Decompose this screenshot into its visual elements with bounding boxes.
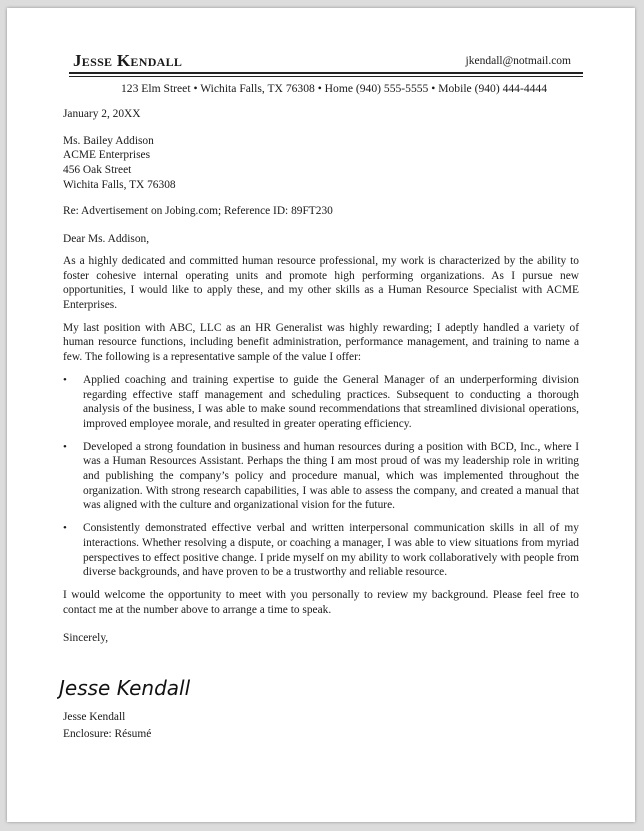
enclosure-line: Enclosure: Résumé [63, 728, 152, 740]
list-item: • Consistently demonstrated effective verbal and written interpersonal communication skills in all of my interactions. Whether resolving a dispute, or coaching a manager, I was able to view situations from myriad perspectives to effect positive change. I pride myself on my ability to work collaboratively with people from diverse backgrounds, and have proven to be a trustworthy and reliable resource. [63, 521, 579, 580]
list-item: • Developed a strong foundation in business and human resources during a position with BCD, Inc., where I was a Human Resources Assistant. Perhaps the thing I am most proud of was my leadership role in writing and publishing the company’s policy and procedure manual, which was implemented throughout the organization. With strong research capabilities, I was able to assess the company, and created a manual that was aligned with the culture and organizational vision for the future. [63, 440, 579, 514]
sender-name: Jesse Kendall [73, 51, 183, 70]
recipient-street: 456 Oak Street [63, 164, 132, 177]
header-rule-thin [69, 76, 583, 77]
paragraph-closing: I would welcome the opportunity to meet with you personally to review my background. Please feel free to contact me at the number above to arrange a time to speak. [63, 588, 579, 616]
signature-glyphs: Jesse Kendall [59, 676, 191, 700]
header-rule-thick [69, 72, 583, 74]
recipient-name: Ms. Bailey Addison [63, 134, 154, 147]
achievement-list [63, 373, 579, 580]
list-item: • Applied coaching and training expertise to guide the General Manager of an underperforming division regarding effective staff management and scheduling practices. Subsequent to conducting a thorough analysis of the business, I was able to make sound recommendations that streamlined divisional operations, improved employee morale, and resulted in greater operating efficiency. [63, 373, 579, 432]
sign-off: Sincerely, [63, 632, 109, 645]
salutation: Dear Ms. Addison, [63, 233, 150, 246]
paragraph-intro: As a highly dedicated and committed human resource professional, my work is characterized by the ability to foster cohesive internal operating units and promote high performing organizations. As I pursue new opportunities, I would like to apply these, and my other skills as a Human Resource Specialist with ACME Enterprises. [63, 254, 579, 312]
sender-email: jkendall@notmail.com [465, 55, 571, 67]
letter-body [63, 107, 579, 646]
recipient-company: ACME Enterprises [63, 149, 150, 162]
reference-line: Re: Advertisement on Jobing.com; Reference ID: 89FT230 [63, 204, 333, 217]
paragraph-experience: My last position with ABC, LLC as an HR Generalist was highly rewarding; I adeptly handled a variety of human resource functions, including benefit administration, performance management, and training to name a few. The following is a representative sample of the value I offer: [63, 321, 579, 364]
recipient-city: Wichita Falls, TX 76308 [63, 178, 176, 191]
sender-contact-line: 123 Elm Street • Wichita Falls, TX 76308 • Home (940) 555-5555 • Mobile (940) 444-4444 [121, 82, 548, 95]
letter-date: January 2, 20XX [63, 108, 141, 120]
letter-page [7, 8, 635, 822]
signer-name: Jesse Kendall [63, 711, 126, 723]
recipient-address [63, 134, 579, 193]
handwritten-signature [57, 669, 217, 703]
